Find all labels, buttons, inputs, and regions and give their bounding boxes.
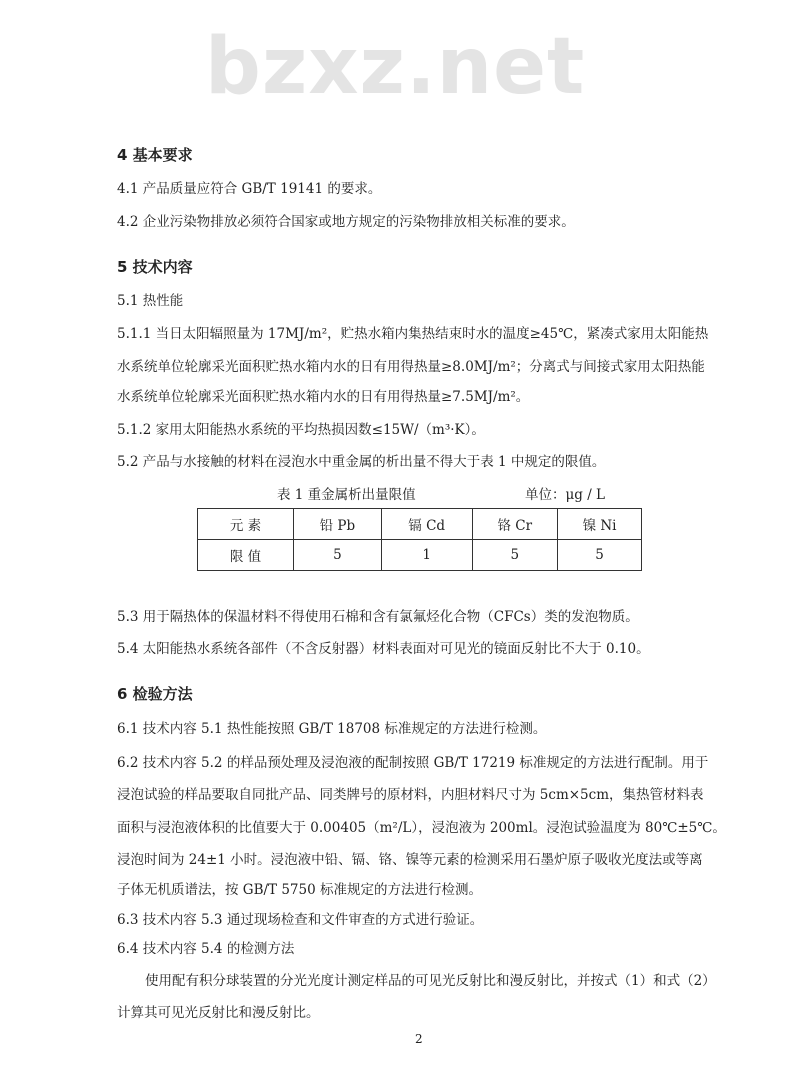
table-cell: 铬 Cr [472, 509, 558, 540]
table-cell: 镉 Cd [381, 509, 472, 540]
clause-5-4: 5.4 太阳能热水系统各部件（不含反射器）材料表面对可见光的镜面反射比不大于 0.10。 [117, 641, 650, 657]
heavy-metal-limit-table [197, 508, 642, 571]
table-cell: 铅 Pb [294, 509, 382, 540]
table-cell: 限 值 [198, 540, 294, 571]
clause-5-2: 5.2 产品与水接触的材料在浸泡水中重金属的析出量不得大于表 1 中规定的限值。 [117, 454, 606, 470]
clause-5-1-1-line2: 水系统单位轮廓采光面积贮热水箱内水的日有用得热量≥8.0MJ/m²；分离式与间接式家用太阳热能 [117, 359, 705, 375]
clause-6-2-line4: 浸泡时间为 24±1 小时。浸泡液中铅、镉、铬、镍等元素的检测采用石墨炉原子吸收光度法或等离 [117, 852, 703, 868]
table-cell: 1 [381, 540, 472, 571]
table-cell: 5 [472, 540, 558, 571]
table-row [198, 540, 642, 571]
clause-6-2-line5: 子体无机质谱法，按 GB/T 5750 标准规定的方法进行检测。 [117, 882, 482, 898]
clause-6-4-paragraph-line2: 计算其可见光反射比和漫反射比。 [117, 1005, 320, 1021]
table-cell: 5 [558, 540, 642, 571]
clause-5-3: 5.3 用于隔热体的保温材料不得使用石棉和含有氯氟烃化合物（CFCs）类的发泡物质。 [117, 609, 639, 625]
clause-6-2-line2: 浸泡试验的样品要取自同批产品、同类牌号的原材料，内胆材料尺寸为 5cm×5cm，集热管材料表 [117, 787, 704, 803]
section-4-heading: 4 基本要求 [117, 146, 193, 164]
clause-5-1-2: 5.1.2 家用太阳能热水系统的平均热损因数≤15W/（m³·K）。 [117, 422, 485, 438]
table-unit: 单位：μg / L [525, 487, 606, 503]
clause-5-1: 5.1 热性能 [117, 293, 184, 309]
clause-4-2: 4.2 企业污染物排放必须符合国家或地方规定的污染物排放相关标准的要求。 [117, 214, 575, 230]
clause-6-2-line3: 面积与浸泡液体积的比值要大于 0.00405（m²/L），浸泡液为 200ml。浸泡试验温度为 80℃±5℃。 [117, 820, 726, 836]
clause-6-2: 6.2 技术内容 5.2 的样品预处理及浸泡液的配制按照 GB/T 17219 标准规定的方法进行配制。用于 [117, 755, 709, 771]
section-5-heading: 5 技术内容 [117, 258, 193, 276]
section-6-heading: 6 检验方法 [117, 685, 193, 703]
table-caption: 表 1 重金属析出量限值 [277, 487, 416, 503]
table-cell: 元 素 [198, 509, 294, 540]
table-cell: 5 [294, 540, 382, 571]
page-number: 2 [415, 1032, 423, 1046]
clause-6-1: 6.1 技术内容 5.1 热性能按照 GB/T 18708 标准规定的方法进行检测。 [117, 721, 547, 737]
clause-6-3: 6.3 技术内容 5.3 通过现场检查和文件审查的方式进行验证。 [117, 912, 484, 928]
clause-6-4: 6.4 技术内容 5.4 的检测方法 [117, 941, 295, 957]
clause-6-4-paragraph: 使用配有积分球装置的分光光度计测定样品的可见光反射比和漫反射比，并按式（1）和式（2） [145, 973, 716, 989]
clause-5-1-1-line3: 水系统单位轮廓采光面积贮热水箱内水的日有用得热量≥7.5MJ/m²。 [117, 389, 530, 405]
clause-5-1-1: 5.1.1 当日太阳辐照量为 17MJ/m²，贮热水箱内集热结束时水的温度≥45℃，紧凑式家用太阳能热 [117, 326, 709, 342]
clause-4-1: 4.1 产品质量应符合 GB/T 19141 的要求。 [117, 181, 382, 197]
watermark: bzxz.net [205, 22, 586, 112]
table-cell: 镍 Ni [558, 509, 642, 540]
table-header-row [198, 509, 642, 540]
